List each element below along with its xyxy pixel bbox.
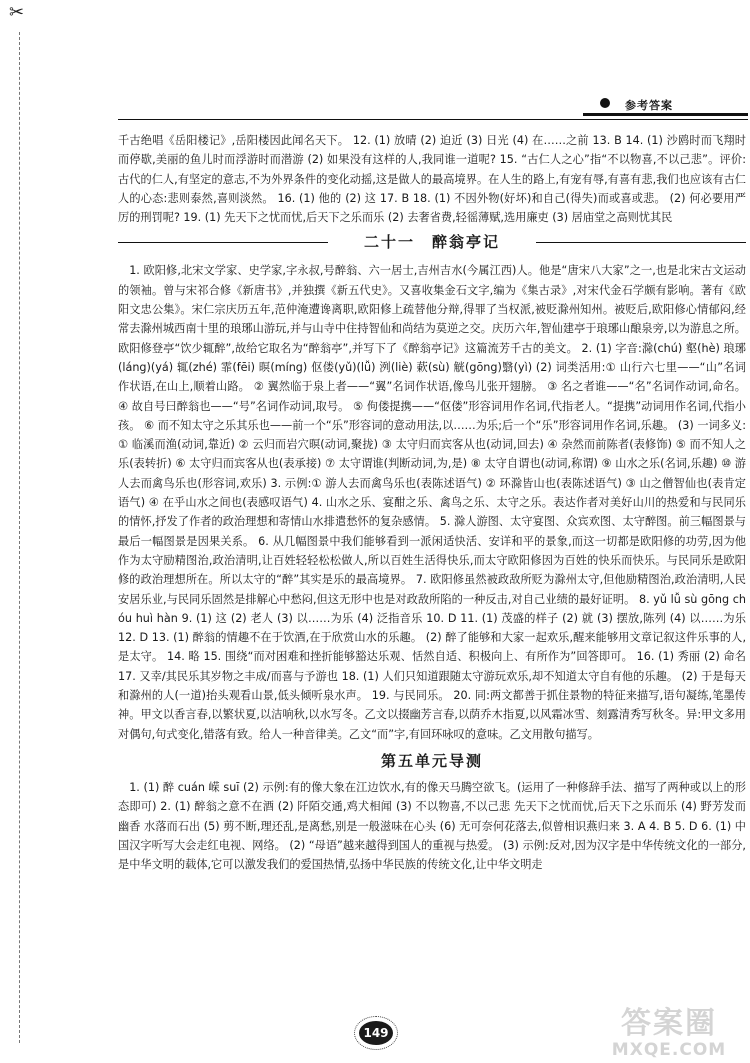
- section-title-unit5: [118, 746, 746, 774]
- watermark-top: 答案圈: [621, 1006, 717, 1041]
- header-dot-icon: [600, 98, 610, 108]
- watermark-bottom: MXQE.COM: [611, 1040, 727, 1060]
- section-heading-unit5: 第五单元导测: [380, 751, 483, 770]
- title-rule-right: [536, 242, 746, 243]
- previous-answers: 千古绝唱《岳阳楼记》,岳阳楼因此闻名天下。 12. (1) 放晴 (2) 迫近 (3) 日光 (4) 在……之前 13. B 14. (1) 沙鸥时而飞翔时而停歇,美丽的鱼儿时而浮游时而潜游 (2) 如果没有这样的人,我同谁一道呢? 15. “古仁人之心”指“不以物喜,不以己悲”。评价:古代的仁人,有坚定的意志,不为外界条件的变化动摇,这是做人的最高境界。在人生的路上,有宠有辱,有喜有悲,我们也应该有古仁人的心态:悲则泰然,喜则淡然。 16. (1) 他的 (2) 这 17. B 18. (1) 不因外物(好坏)和自己(得失)而或喜或悲。 (2) 何必要用严厉的刑罚呢? 19. (1) 先天下之忧而忧,后天下之乐而乐 (2) 去奢省费,轻徭薄赋,选用廉吏 (3) 居庙堂之高则忧其民: [118, 134, 746, 225]
- section-21-answers: 1. 欧阳修,北宋文学家、史学家,字永叔,号醉翁、六一居士,吉州吉水(今属江西)人。他是“唐宋八大家”之一,也是北宋古文运动的领袖。曾与宋祁合修《新唐书》,并独撰《新五代史》。又喜收集金石文字,编为《集古录》,对宋代金石学颇有影响。著有《欧阳文忠公集》。宋仁宗庆历五年,范仲淹遭谗离职,欧阳修上疏替他分辩,得罪了当权派,被贬滁州知州。被贬后,欧阳修心情郁闷,经常去滁州城西南十里的琅琊山游玩,并与山寺中住持智仙和尚结为莫逆之交。庆历六年,智仙建亭于琅琊山酿泉旁,以为游息之所。欧阳修登亭“饮少辄醉”,故给它取名为“醉翁亭”,并写下了《醉翁亭记》这篇流芳千古的美文。 2. (1) 字音:滁(chú) 壑(hè) 琅琊(láng)(yá) 辄(zhé) 霏(fēi) 暝(míng) 伛偻(yǔ)(lǚ) 洌(liè) 蔌(sù) 觥(gōng)翳(yì) (2) 词类活用:① 山行六七里——“山”名词作状语,在山上,顺着山路。 ② 翼然临于泉上者——“翼”名词作状语,像鸟儿张开翅膀。 ③ 名之者谁——“名”名词作动词,命名。 ④ 故自号曰醉翁也——“号”名词作动词,取号。 ⑤ 佝偻提携——“伛偻”形容词用作名词,代指老人。“提携”动词用作名词,代指小孩。 ⑥ 而不知太守之乐其乐也——前一个“乐”形容词的意动用法,以……为乐;后一个“乐”形容词用作名词,乐趣。 (3) 一词多义:① 临溪而渔(动词,靠近) ② 云归而岩穴暝(动词,聚拢) ③ 太守归而宾客从也(动词,回去) ④ 杂然而前陈者(表修饰) ⑤ 而不知人之乐(表转折) ⑥ 太守归而宾客从也(表承接) ⑦ 太守谓谁(判断动词,为,是) ⑧ 太守自谓也(动词,称谓) ⑨ 山水之乐(名词,乐趣) ⑩ 游人去而禽鸟乐也(形容词,欢乐) 3. 示例:① 游人去而禽鸟乐也(表陈述语气) ② 环滁皆山也(表陈述语气) ③ 山之僧智仙也(表肯定语气) ④ 在乎山水之间也(表感叹语气) 4. 山水之乐、宴酣之乐、禽鸟之乐、太守之乐。表达作者对美好山川的热爱和与民同乐的情怀,抒发了作者的政治理想和寄情山水排遣愁怀的复杂感情。 5. 滁人游图、太守宴图、众宾欢图、太守醉图。前三幅图景与最后一幅图景是因果关系。 6. 从几幅图景中我们能够看到一派闲适快活、安详和平的景象,而这一切都是欧阳修的功劳,因为他作为太守励精图治,政治清明,让百姓轻轻松松做人,所以百姓生活得快乐,而太守欧阳修因为百姓的快乐而快乐。与民同乐是欧阳修的政治理想所在。所以太守的“醉”其实是乐的最高境界。 7. 欧阳修虽然被政敌所贬为滁州太守,但他励精图治,政治清明,人民安居乐业,与民同乐固然是排解心中愁闷,但这无形中也是对政敌所陷的一种反击,对自己业绩的最好证明。 8. yǔ lǚ sù gōng chóu huì hàn 9. (1) 这 (2) 老人 (3) 以……为乐 (4) 泛指音乐 10. D 11. (1) 茂盛的样子 (2) 就 (3) 摆放,陈列 (4) 以……为乐 12. D 13. (1) 醉翁的情趣不在于饮酒,在于欣赏山水的乐趣。 (2) 醉了能够和大家一起欢乐,醒来能够用文章记叙这件乐事的人,是太守。 14. 略 15. 围绕“而对困难和挫折能够豁达乐观、恬然自适、积极向上、有所作为”回答即可。 16. (1) 秀丽 (2) 命名 17. 又幸/其民乐其岁物之丰成/而喜与予游也 18. (1) 人们只知道跟随太守游玩欢乐,却不知道太守自有他的乐趣。 (2) 于是每天和滁州的人(一道)抬头观看山景,低头倾听泉水声。 19. 与民同乐。 20. 同:两文都善于抓住景物的特征来描写,语句凝练,笔墨传神。甲文以香言春,以繁状夏,以洁响秋,以水写冬。乙文以掇幽芳言春,以荫乔木指夏,以风霜冰雪、刻露清秀写秋冬。异:甲文多用对偶句,句式变化,错落有致。给人一种音律美。乙文“而”字,有回环咏叹的意味。乙文用散句描写。: [118, 264, 746, 741]
- scissors-icon: ✂: [9, 2, 25, 23]
- watermark-logo: [594, 1007, 744, 1059]
- answer-content: [118, 131, 746, 874]
- cut-line: [19, 32, 20, 1043]
- page-number: 149: [359, 1021, 393, 1045]
- header-rule-thick: [583, 113, 748, 116]
- unit5-answers: 1. (1) 醉 cuán 嵘 suī (2) 示例:有的像大象在江边饮水,有的像天马腾空欲飞。(运用了一种修辞手法、描写了两种或以上的形态即可) 2. (1) 醉翁之意不在酒 (2) 阡陌交通,鸡犬相闻 (3) 不以物喜,不以己悲 先天下之忧而忧,后天下之乐而乐 (4) 野芳发而幽香 水落而石出 (5) 剪不断,理还乱,是离愁,别是一般滋味在心头 (6) 无可奈何花落去,似曾相识燕归来 3. A 4. B 5. D 6. (1) 中国汉字听写大会走红电视、网络。 (2) “母语”越来越得到国人的重视与热爱。 (3) 示例:反对,因为汉字是中华传统文化的一部分,是中华文明的载体,它可以激发我们的爱国热情,弘扬中华民族的传统文化,让中华文明走: [118, 780, 746, 872]
- header-rule: [118, 119, 748, 120]
- section-heading-21: 二十一 醉翁亭记: [363, 233, 500, 252]
- section-title-21: [118, 229, 746, 257]
- header-label: 参考答案: [625, 99, 673, 112]
